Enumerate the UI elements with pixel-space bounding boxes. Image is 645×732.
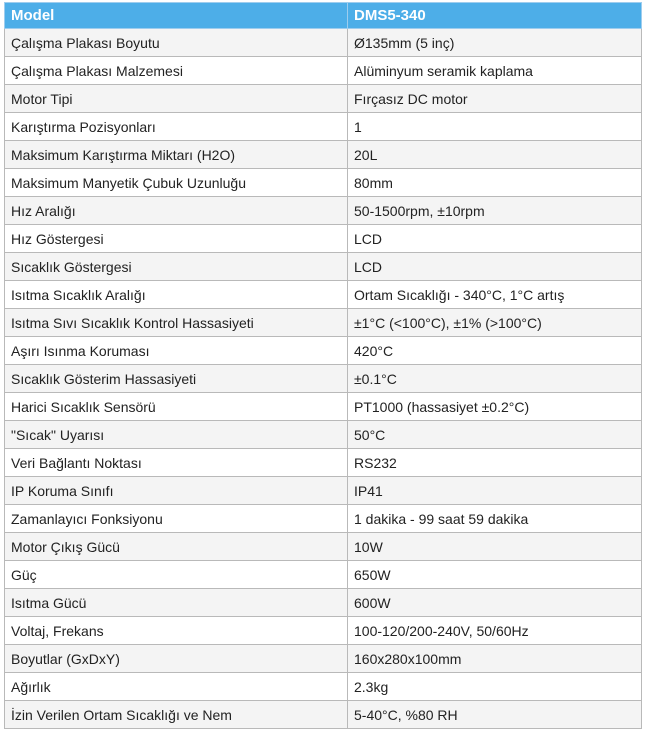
table-row bbox=[5, 561, 642, 589]
spec-label: Maksimum Manyetik Çubuk Uzunluğu bbox=[5, 169, 348, 197]
table-row bbox=[5, 701, 642, 729]
header-model-label: Model bbox=[5, 3, 348, 29]
spec-label: Sıcaklık Gösterim Hassasiyeti bbox=[5, 365, 348, 393]
spec-label: Karıştırma Pozisyonları bbox=[5, 113, 348, 141]
table-row bbox=[5, 197, 642, 225]
spec-table bbox=[4, 2, 642, 729]
table-row bbox=[5, 477, 642, 505]
header-model-value: DMS5-340 bbox=[348, 3, 642, 29]
spec-table-body bbox=[5, 29, 642, 729]
table-row bbox=[5, 225, 642, 253]
table-row bbox=[5, 113, 642, 141]
table-row bbox=[5, 617, 642, 645]
spec-label: Veri Bağlantı Noktası bbox=[5, 449, 348, 477]
spec-label: Sıcaklık Göstergesi bbox=[5, 253, 348, 281]
spec-label: Güç bbox=[5, 561, 348, 589]
spec-label: Maksimum Karıştırma Miktarı (H2O) bbox=[5, 141, 348, 169]
table-row bbox=[5, 309, 642, 337]
spec-value: 5-40°C, %80 RH bbox=[348, 701, 642, 729]
table-row bbox=[5, 141, 642, 169]
spec-label: Isıtma Sıcaklık Aralığı bbox=[5, 281, 348, 309]
spec-value: 10W bbox=[348, 533, 642, 561]
spec-value: 50-1500rpm, ±10rpm bbox=[348, 197, 642, 225]
spec-value: ±0.1°C bbox=[348, 365, 642, 393]
table-row bbox=[5, 505, 642, 533]
table-row bbox=[5, 365, 642, 393]
header-row bbox=[5, 3, 642, 29]
spec-value: 600W bbox=[348, 589, 642, 617]
spec-label: Motor Tipi bbox=[5, 85, 348, 113]
spec-value: LCD bbox=[348, 225, 642, 253]
table-row bbox=[5, 253, 642, 281]
spec-value: 1 dakika - 99 saat 59 dakika bbox=[348, 505, 642, 533]
spec-value: Alüminyum seramik kaplama bbox=[348, 57, 642, 85]
table-row bbox=[5, 393, 642, 421]
spec-label: Isıtma Gücü bbox=[5, 589, 348, 617]
spec-value: Ø135mm (5 inç) bbox=[348, 29, 642, 57]
spec-value: PT1000 (hassasiyet ±0.2°C) bbox=[348, 393, 642, 421]
spec-value: 650W bbox=[348, 561, 642, 589]
table-row bbox=[5, 337, 642, 365]
table-row bbox=[5, 533, 642, 561]
table-row bbox=[5, 281, 642, 309]
table-row bbox=[5, 645, 642, 673]
table-row bbox=[5, 673, 642, 701]
table-row bbox=[5, 421, 642, 449]
spec-label: Çalışma Plakası Malzemesi bbox=[5, 57, 348, 85]
spec-value: 80mm bbox=[348, 169, 642, 197]
spec-label: Zamanlayıcı Fonksiyonu bbox=[5, 505, 348, 533]
spec-label: IP Koruma Sınıfı bbox=[5, 477, 348, 505]
spec-value: 2.3kg bbox=[348, 673, 642, 701]
spec-label: Hız Aralığı bbox=[5, 197, 348, 225]
spec-value: 420°C bbox=[348, 337, 642, 365]
spec-value: ±1°C (<100°C), ±1% (>100°C) bbox=[348, 309, 642, 337]
spec-value: 100-120/200-240V, 50/60Hz bbox=[348, 617, 642, 645]
spec-label: İzin Verilen Ortam Sıcaklığı ve Nem bbox=[5, 701, 348, 729]
spec-value: LCD bbox=[348, 253, 642, 281]
spec-value: 1 bbox=[348, 113, 642, 141]
spec-label: Harici Sıcaklık Sensörü bbox=[5, 393, 348, 421]
spec-label: "Sıcak" Uyarısı bbox=[5, 421, 348, 449]
table-row bbox=[5, 169, 642, 197]
spec-value: 160x280x100mm bbox=[348, 645, 642, 673]
spec-label: Motor Çıkış Gücü bbox=[5, 533, 348, 561]
spec-value: Ortam Sıcaklığı - 340°C, 1°C artış bbox=[348, 281, 642, 309]
spec-label: Hız Göstergesi bbox=[5, 225, 348, 253]
spec-value: 50°C bbox=[348, 421, 642, 449]
spec-value: 20L bbox=[348, 141, 642, 169]
spec-value: Fırçasız DC motor bbox=[348, 85, 642, 113]
table-row bbox=[5, 449, 642, 477]
table-row bbox=[5, 57, 642, 85]
spec-label: Aşırı Isınma Koruması bbox=[5, 337, 348, 365]
spec-value: RS232 bbox=[348, 449, 642, 477]
spec-label: Voltaj, Frekans bbox=[5, 617, 348, 645]
spec-label: Ağırlık bbox=[5, 673, 348, 701]
table-row bbox=[5, 85, 642, 113]
spec-value: IP41 bbox=[348, 477, 642, 505]
table-row bbox=[5, 589, 642, 617]
spec-label: Çalışma Plakası Boyutu bbox=[5, 29, 348, 57]
spec-label: Isıtma Sıvı Sıcaklık Kontrol Hassasiyeti bbox=[5, 309, 348, 337]
table-row bbox=[5, 29, 642, 57]
spec-label: Boyutlar (GxDxY) bbox=[5, 645, 348, 673]
